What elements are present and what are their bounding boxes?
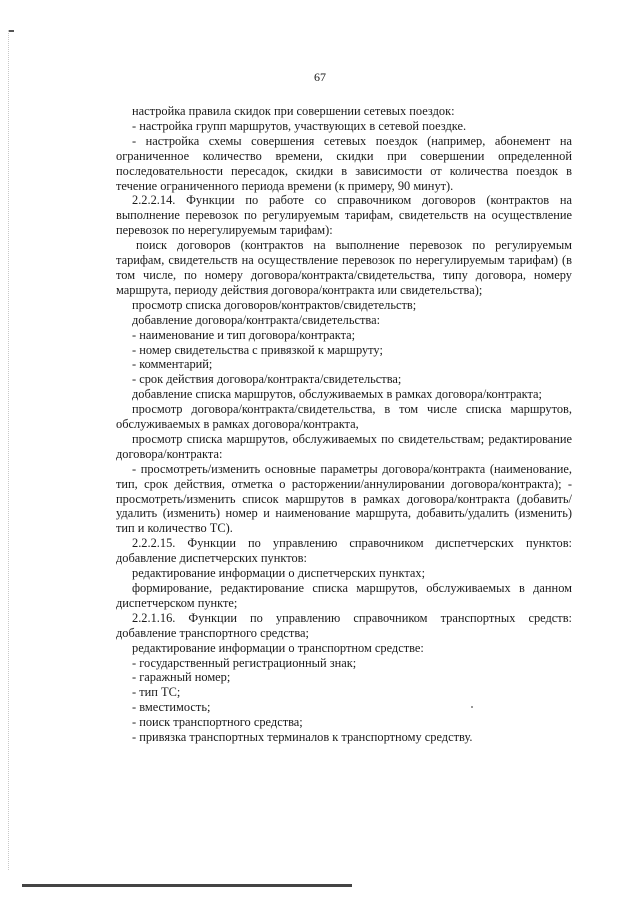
paragraph: редактирование информации о транспортном средстве: [132,640,424,655]
list-item: - просмотреть/изменить основные параметры договора/контракта (наименование, тип, срок действия, отметка о расторжении/аннулировании договора/контракта); - просмотреть/изменить список маршрутов в рамках договора/контракта (добавить/удалить (изменить) номер и наименование маршрута, добавить/удалить (изменить) тип и количество ТС). [116,461,572,536]
paragraph: добавление договора/контракта/свидетельства: [132,312,381,327]
paragraph: просмотр списка маршрутов, обслуживаемых по свидетельствам; редактирование договора/контракта: [116,431,572,461]
paragraph: просмотр договора/контракта/свидетельства, в том числе списка маршрутов, обслуживаемых в рамках договора/контракта, [116,402,572,432]
list-item: - наименование и тип договора/контракта; [132,327,356,342]
section-paragraph: 2.2.1.16. Функции по управлению справочником транспортных средств: добавление транспортного средства; [116,610,572,640]
paragraph: поиск договоров (контрактов на выполнение перевозок по регулируемым тарифам, свидетельств на осуществление перевозок по нерегулируемым тарифам) (в том числе, по номеру договора/контракта/свидетельства, типу договора, номеру маршрута, периоду действия договора/контракта или свидетельства); [116,238,572,297]
list-item: - поиск транспортного средства; [132,715,303,730]
scan-speck [471,706,473,708]
list-item: - настройка групп маршрутов, участвующих в сетевой поездке. [132,118,467,133]
list-item: - привязка транспортных терминалов к транспортному средству. [132,730,473,745]
section-paragraph: 2.2.2.14. Функции по работе со справочником договоров (контрактов на выполнение перевозок по регулируемым тарифам, свидетельств на осуществление перевозок по нерегулируемым тарифам): [116,193,572,238]
scan-left-edge [8,30,10,870]
page-number: 67 [314,70,326,84]
scan-bottom-edge [22,884,352,887]
list-item: - комментарий; [132,357,213,372]
list-item: - гаражный номер; [132,670,231,685]
paragraph: настройка правила скидок при совершении сетевых поездок: [132,104,455,118]
document-body [116,104,572,745]
paragraph: просмотр списка договоров/контрактов/свидетельств; [132,297,417,312]
list-item: - настройка схемы совершения сетевых поездок (например, абонемент на ограниченное количество времени, скидки при совершении определенной последовательности пересадок, скидки в зависимости от количества поездок в течение ограниченного периода времени (к примеру, 90 минут). [116,133,572,193]
section-paragraph: 2.2.2.15. Функции по управлению справочником диспетчерских пунктов: добавление диспетчерских пунктов: [116,536,572,566]
paragraph: формирование, редактирование списка маршрутов, обслуживаемых в данном диспетчерском пункте; [116,581,572,610]
list-item: - тип ТС; [132,685,181,700]
list-item: - срок действия договора/контракта/свидетельства; [132,372,402,387]
list-item: - государственный регистрационный знак; [132,655,357,670]
list-item: - вместимость; [132,700,211,715]
scan-mark [9,30,14,32]
list-item: - номер свидетельства с привязкой к маршруту; [132,342,383,357]
paragraph: редактирование информации о диспетчерских пунктах; [132,566,426,581]
paragraph: добавление списка маршрутов, обслуживаемых в рамках договора/контракта; [132,387,543,402]
